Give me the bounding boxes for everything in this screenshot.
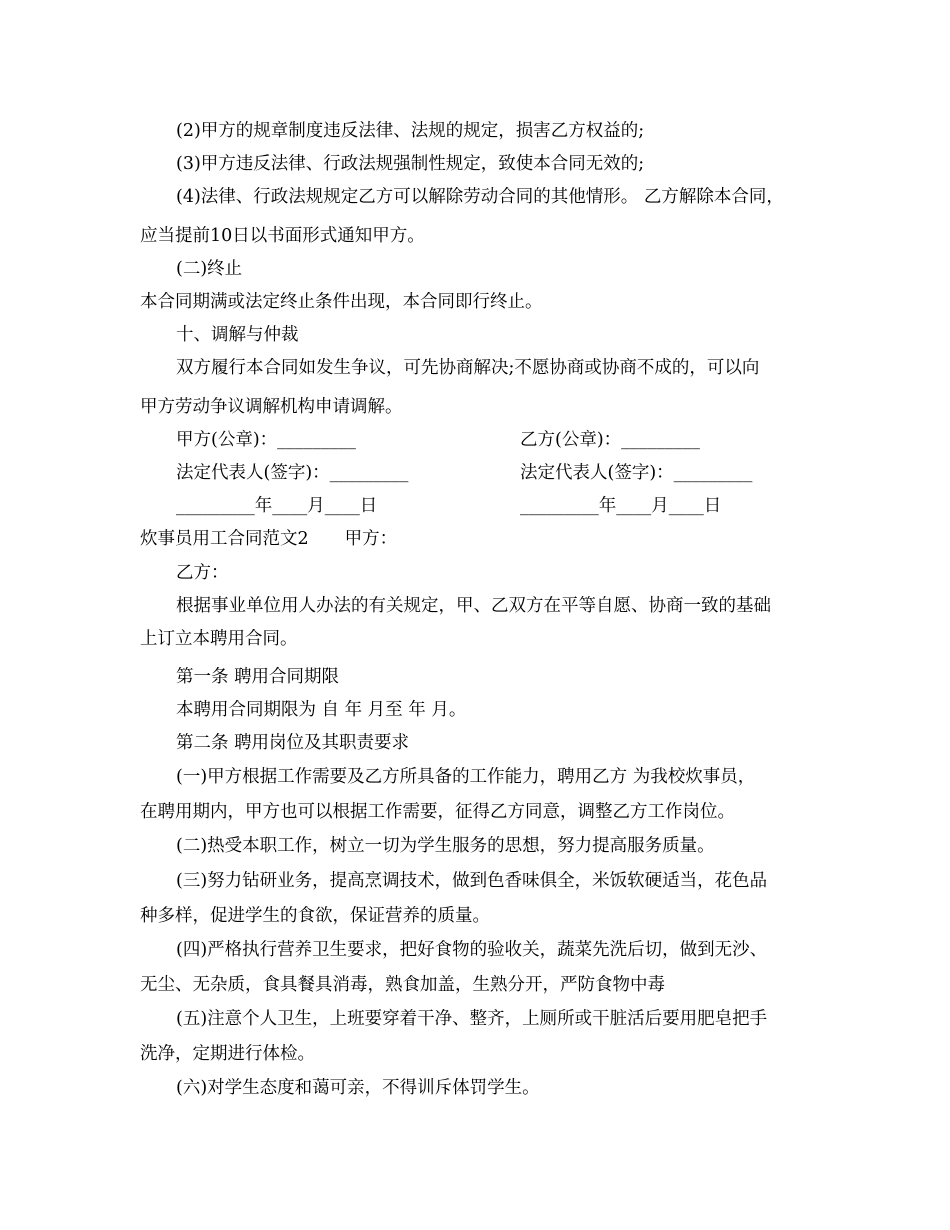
article-heading: 第一条 聘用合同期限 — [176, 667, 340, 687]
clause-line: 上订立本聘用合同。 — [140, 629, 298, 649]
clause-line: (四)严格执行营养卫生要求，把好食物的验收关，蔬菜先洗后切，做到无沙、 — [176, 940, 768, 960]
clause-line: 应当提前10日以书面形式通知甲方。 — [140, 226, 425, 246]
clause-line: 甲方劳动争议调解机构申请调解。 — [140, 397, 403, 417]
party-a-seal: 甲方(公章)：_________ — [176, 430, 356, 450]
party-b-seal: 乙方(公章)：_________ — [520, 430, 700, 450]
clause-line: (三)努力钻研业务，提高烹调技术，做到色香味俱全，米饭软硬适当，花色品 — [176, 871, 768, 891]
clause-line: 双方履行本合同如发生争议，可先协商解决;不愿协商或协商不成的，可以向 — [176, 358, 760, 378]
clause-line: 洗净，定期进行体检。 — [140, 1044, 315, 1064]
contract-title-line — [0, 528, 950, 550]
article-heading: 第二条 聘用岗位及其职责要求 — [176, 733, 410, 753]
clause-line: (一)甲方根据工作需要及乙方所具备的工作能力，聘用乙方 为我校炊事员， — [176, 767, 756, 787]
clause-line: 在聘用期内，甲方也可以根据工作需要，征得乙方同意，调整乙方工作岗位。 — [140, 802, 735, 822]
party-a-representative: 法定代表人(签字)：_________ — [176, 463, 409, 483]
clause-line: 本合同期满或法定终止条件出现，本合同即行终止。 — [140, 292, 543, 312]
clause-line: (五)注意个人卫生，上班要穿着干净、整齐，上厕所或干脏活后要用肥皂把手 — [176, 1009, 768, 1029]
clause-line: (2)甲方的规章制度违反法律、法规的规定，损害乙方权益的; — [176, 121, 645, 141]
section-heading: (二)终止 — [176, 259, 243, 279]
clause-line: (六)对学生态度和蔼可亲，不得训斥体罚学生。 — [176, 1078, 540, 1098]
party-a-date: _________年____月____日 — [176, 496, 378, 516]
clause-line: 无尘、无杂质，食具餐具消毒，熟食加盖，生熟分开，严防食物中毒 — [140, 975, 665, 995]
clause-line: (3)甲方违反法律、行政法规强制性规定，致使本合同无效的; — [176, 154, 645, 174]
section-heading: 十、调解与仲裁 — [176, 325, 299, 345]
party-a-label: 甲方： — [344, 529, 398, 549]
contract-title: 炊事员用工合同范文2 — [140, 529, 309, 549]
party-b-representative: 法定代表人(签字)：_________ — [520, 463, 753, 483]
clause-line: (4)法律、行政法规规定乙方可以解除劳动合同的其他情形。 乙方解除本合同， — [176, 187, 784, 207]
party-b-label: 乙方： — [176, 563, 229, 583]
clause-line: (二)热受本职工作，树立一切为学生服务的思想，努力提高服务质量。 — [176, 836, 715, 856]
party-b-date: _________年____月____日 — [520, 496, 722, 516]
clause-line: 根据事业单位用人办法的有关规定，甲、乙双方在平等自愿、协商一致的基础 — [176, 596, 771, 616]
clause-line: 本聘用合同期限为 自 年 月至 年 月。 — [176, 700, 467, 720]
clause-line: 种多样，促进学生的食欲，保证营养的质量。 — [140, 906, 490, 926]
